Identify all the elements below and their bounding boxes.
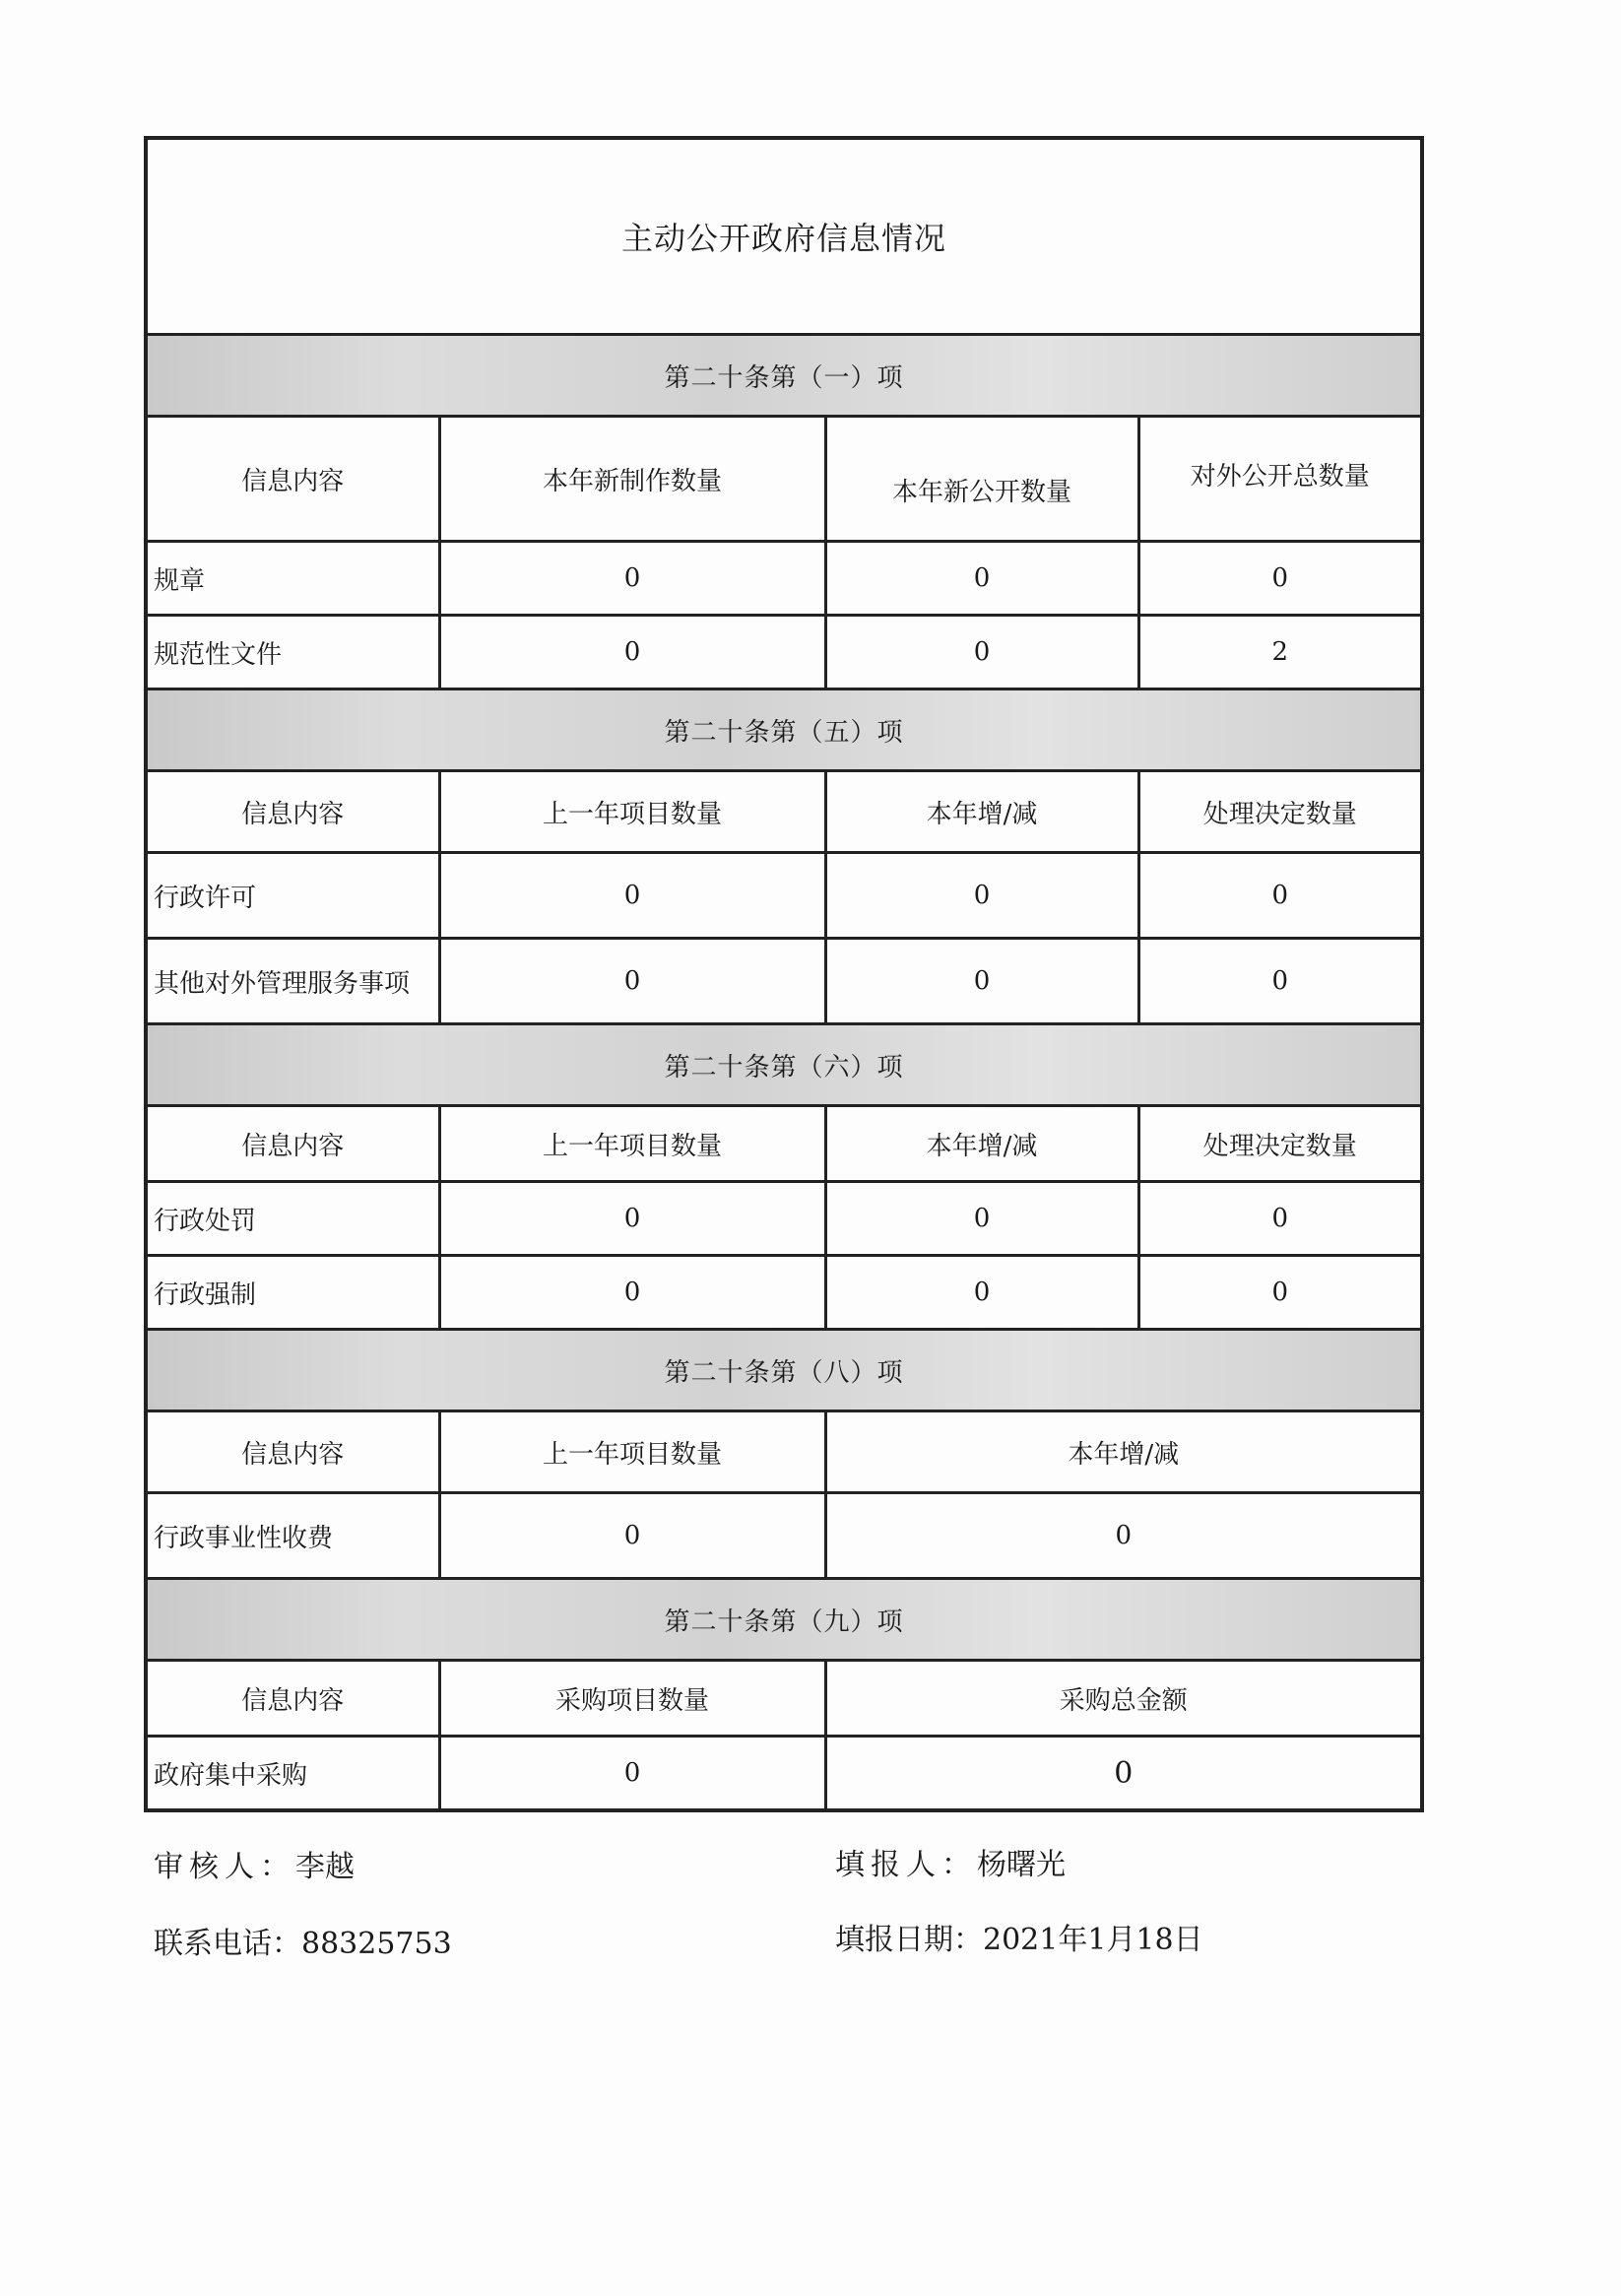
cell-value: 0 xyxy=(825,939,1138,1024)
cell-value: 0 xyxy=(439,1182,825,1256)
row-label: 规章 xyxy=(146,542,439,616)
column-header: 信息内容 xyxy=(146,771,439,853)
table-row xyxy=(146,1493,1422,1579)
table-row xyxy=(146,1256,1422,1330)
date-line xyxy=(835,1915,1203,1958)
section-heading: 第二十条第（一）项 xyxy=(146,335,1422,417)
row-label: 行政强制 xyxy=(146,1256,439,1330)
column-header: 本年增/减 xyxy=(825,1411,1422,1493)
column-header: 上一年项目数量 xyxy=(439,1106,825,1182)
table-title-row xyxy=(146,138,1422,335)
column-header-row xyxy=(146,1106,1422,1182)
cell-value: 0 xyxy=(439,542,825,616)
cell-value: 0 xyxy=(825,542,1138,616)
column-header: 信息内容 xyxy=(146,417,439,542)
reviewer-line xyxy=(154,1842,355,1885)
row-label: 行政事业性收费 xyxy=(146,1493,439,1579)
filler-label: 填报人： xyxy=(835,1848,977,1882)
column-header: 本年新公开数量 xyxy=(825,417,1138,542)
column-header-row xyxy=(146,771,1422,853)
phone-number: 88325753 xyxy=(301,1927,452,1961)
row-label: 规范性文件 xyxy=(146,616,439,689)
column-header: 本年新制作数量 xyxy=(439,417,825,542)
phone-line xyxy=(154,1919,452,1962)
cell-value: 0 xyxy=(439,853,825,939)
filler-line xyxy=(835,1840,1066,1883)
section-heading: 第二十条第（九）项 xyxy=(146,1579,1422,1661)
cell-value: 0 xyxy=(439,1256,825,1330)
filler-name: 杨曙光 xyxy=(977,1848,1066,1882)
column-header: 上一年项目数量 xyxy=(439,771,825,853)
cell-value: 0 xyxy=(439,939,825,1024)
section-heading-row xyxy=(146,335,1422,417)
column-header-row xyxy=(146,417,1422,542)
table-row xyxy=(146,542,1422,616)
column-header: 上一年项目数量 xyxy=(439,1411,825,1493)
phone-label: 联系电话： xyxy=(154,1927,301,1961)
section-heading: 第二十条第（六）项 xyxy=(146,1024,1422,1106)
column-header: 采购总金额 xyxy=(825,1661,1422,1737)
cell-value: 0 xyxy=(825,1256,1138,1330)
cell-value: 0 xyxy=(825,853,1138,939)
column-header: 信息内容 xyxy=(146,1411,439,1493)
row-label: 政府集中采购 xyxy=(146,1737,439,1811)
column-header-row xyxy=(146,1411,1422,1493)
row-label: 其他对外管理服务事项 xyxy=(146,939,439,1024)
table-row xyxy=(146,853,1422,939)
section-heading-row xyxy=(146,689,1422,771)
cell-value: 0 xyxy=(825,616,1138,689)
column-header-row xyxy=(146,1661,1422,1737)
table-title: 主动公开政府信息情况 xyxy=(146,138,1422,335)
section-heading-row xyxy=(146,1579,1422,1661)
column-header: 本年增/减 xyxy=(825,771,1138,853)
cell-value: 0 xyxy=(439,1493,825,1579)
table-row xyxy=(146,1182,1422,1256)
column-header: 处理决定数量 xyxy=(1138,1106,1422,1182)
cell-value: 0 xyxy=(1138,542,1422,616)
cell-value: 0 xyxy=(825,1182,1138,1256)
column-header: 信息内容 xyxy=(146,1661,439,1737)
section-heading-row xyxy=(146,1330,1422,1411)
row-label: 行政处罚 xyxy=(146,1182,439,1256)
column-header: 采购项目数量 xyxy=(439,1661,825,1737)
disclosure-table xyxy=(144,136,1424,1812)
reviewer-label: 审核人： xyxy=(154,1850,295,1884)
section-heading-row xyxy=(146,1024,1422,1106)
cell-value: 0 xyxy=(1138,1182,1422,1256)
cell-value: 0 xyxy=(825,1493,1422,1579)
column-header: 处理决定数量 xyxy=(1138,771,1422,853)
section-heading: 第二十条第（八）项 xyxy=(146,1330,1422,1411)
table-row xyxy=(146,616,1422,689)
row-label: 行政许可 xyxy=(146,853,439,939)
cell-value: 2 xyxy=(1138,616,1422,689)
cell-value: 0 xyxy=(1138,1256,1422,1330)
cell-value: 0 xyxy=(1138,853,1422,939)
reviewer-name: 李越 xyxy=(295,1850,355,1884)
date-label: 填报日期： xyxy=(835,1923,983,1957)
column-header: 本年增/减 xyxy=(825,1106,1138,1182)
table-row xyxy=(146,1737,1422,1811)
fill-date: 2021年1月18日 xyxy=(983,1923,1203,1957)
column-header: 对外公开总数量 xyxy=(1138,417,1422,542)
cell-value: 0 xyxy=(825,1737,1422,1811)
column-header: 信息内容 xyxy=(146,1106,439,1182)
cell-value: 0 xyxy=(1138,939,1422,1024)
cell-value: 0 xyxy=(439,1737,825,1811)
cell-value: 0 xyxy=(439,616,825,689)
table-row xyxy=(146,939,1422,1024)
section-heading: 第二十条第（五）项 xyxy=(146,689,1422,771)
